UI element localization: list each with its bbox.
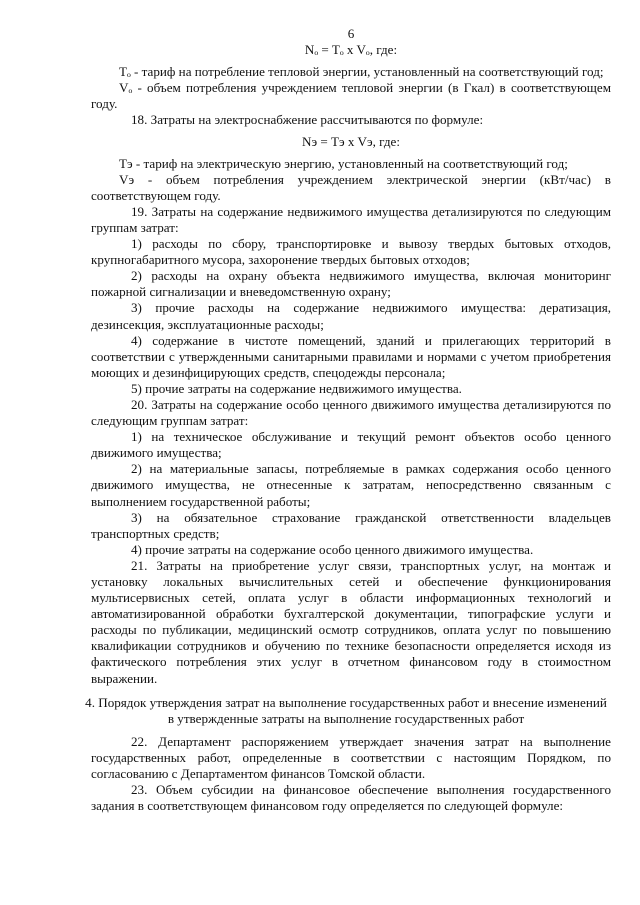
para-tariff-electric: Tэ - тариф на электрическую энергию, установленный на соответствующий год;	[119, 155, 568, 171]
list-item: 1) расходы по сбору, транспортировке и вывозу твердых бытовых отходов, крупногабаритного мусора, захоронение твердых бытовых отходов;	[91, 236, 611, 268]
para-23: 23. Объем субсидии на финансовое обеспечение выполнения государственного задания в соответствующем финансовом году определяется по следующей формуле:	[91, 782, 611, 814]
list-item: 3) на обязательное страхование гражданской ответственности владельцев транспортных средств;	[91, 509, 611, 541]
page-number: 6	[347, 26, 355, 41]
list-item: 2) на материальные запасы, потребляемые в рамках содержания особо ценного движимого имущества, не отнесенные к затратам, непосредственно связанным с выполнением государственной работы;	[91, 461, 611, 509]
formula-electric: Nэ = Tэ x Vэ, где:	[302, 134, 400, 150]
para-tariff-heat: Tₒ - тариф на потребление тепловой энергии, установленный на соответствующий год;	[119, 64, 604, 80]
para-18: 18. Затраты на электроснабжение рассчитываются по формуле:	[131, 112, 484, 128]
list-item: 3) прочие расходы на содержание недвижимого имущества: дератизация, дезинсекция, эксплуатационные расходы;	[91, 300, 611, 332]
para-volume-electric: Vэ - объем потребления учреждением электрической энергии (кВт/час) в соответствующем году.	[91, 171, 611, 203]
list-item: 4) содержание в чистоте помещений, зданий и прилегающих территорий в соответствии с утвержденными санитарными правилами и нормами с учетом приобретения моющих и дезинфицирующих средств, спецодежды персонала;	[91, 332, 611, 380]
para-21: 21. Затраты на приобретение услуг связи, транспортных услуг, на монтаж и установку локальных вычислительных сетей и обеспечение функционирования мультисервисных сетей, оплата услуг в области информационных технологий и автоматизированной обработки бухгалтерской документации, типографские услуги и расходы по публикации, медицинский осмотр сотрудников, оплата услуг по повышению квалификации сотрудников и обучению по технике безопасности определяется исходя из фактического потребления этих услуг в отчетном финансовом году в стоимостном выражении.	[91, 557, 611, 686]
para-22: 22. Департамент распоряжением утверждает значения затрат на выполнение государственных работ, определенные в соответствии с настоящим Порядком, по согласованию с Департаментом финансов Томской области.	[91, 733, 611, 782]
list-item: 2) расходы на охрану объекта недвижимого имущества, включая мониторинг пожарной сигнализации и вневедомственную охрану;	[91, 268, 611, 300]
para-volume-heat: Vₒ - объем потребления учреждением тепловой энергии (в Гкал) в соответствующем году.	[91, 80, 611, 112]
list-item: 5) прочие затраты на содержание недвижимого имущества.	[131, 380, 462, 396]
list-item: 4) прочие затраты на содержание особо ценного движимого имущества.	[131, 541, 534, 557]
document-page	[85, 0, 611, 814]
formula-heat: Nₒ = Tₒ x Vₒ, где:	[304, 42, 398, 57]
para-19: 19. Затраты на содержание недвижимого имущества детализируются по следующим группам затрат:	[91, 203, 611, 235]
para-20: 20. Затраты на содержание особо ценного движимого имущества детализируются по следующим группам затрат:	[91, 396, 611, 429]
section-4-heading: 4. Порядок утверждения затрат на выполнение государственных работ и внесение изменений в утвержденные затраты на выполнение государственных работ	[85, 694, 607, 726]
list-item: 1) на техническое обслуживание и текущий ремонт объектов особо ценного движимого имущества;	[91, 429, 611, 461]
